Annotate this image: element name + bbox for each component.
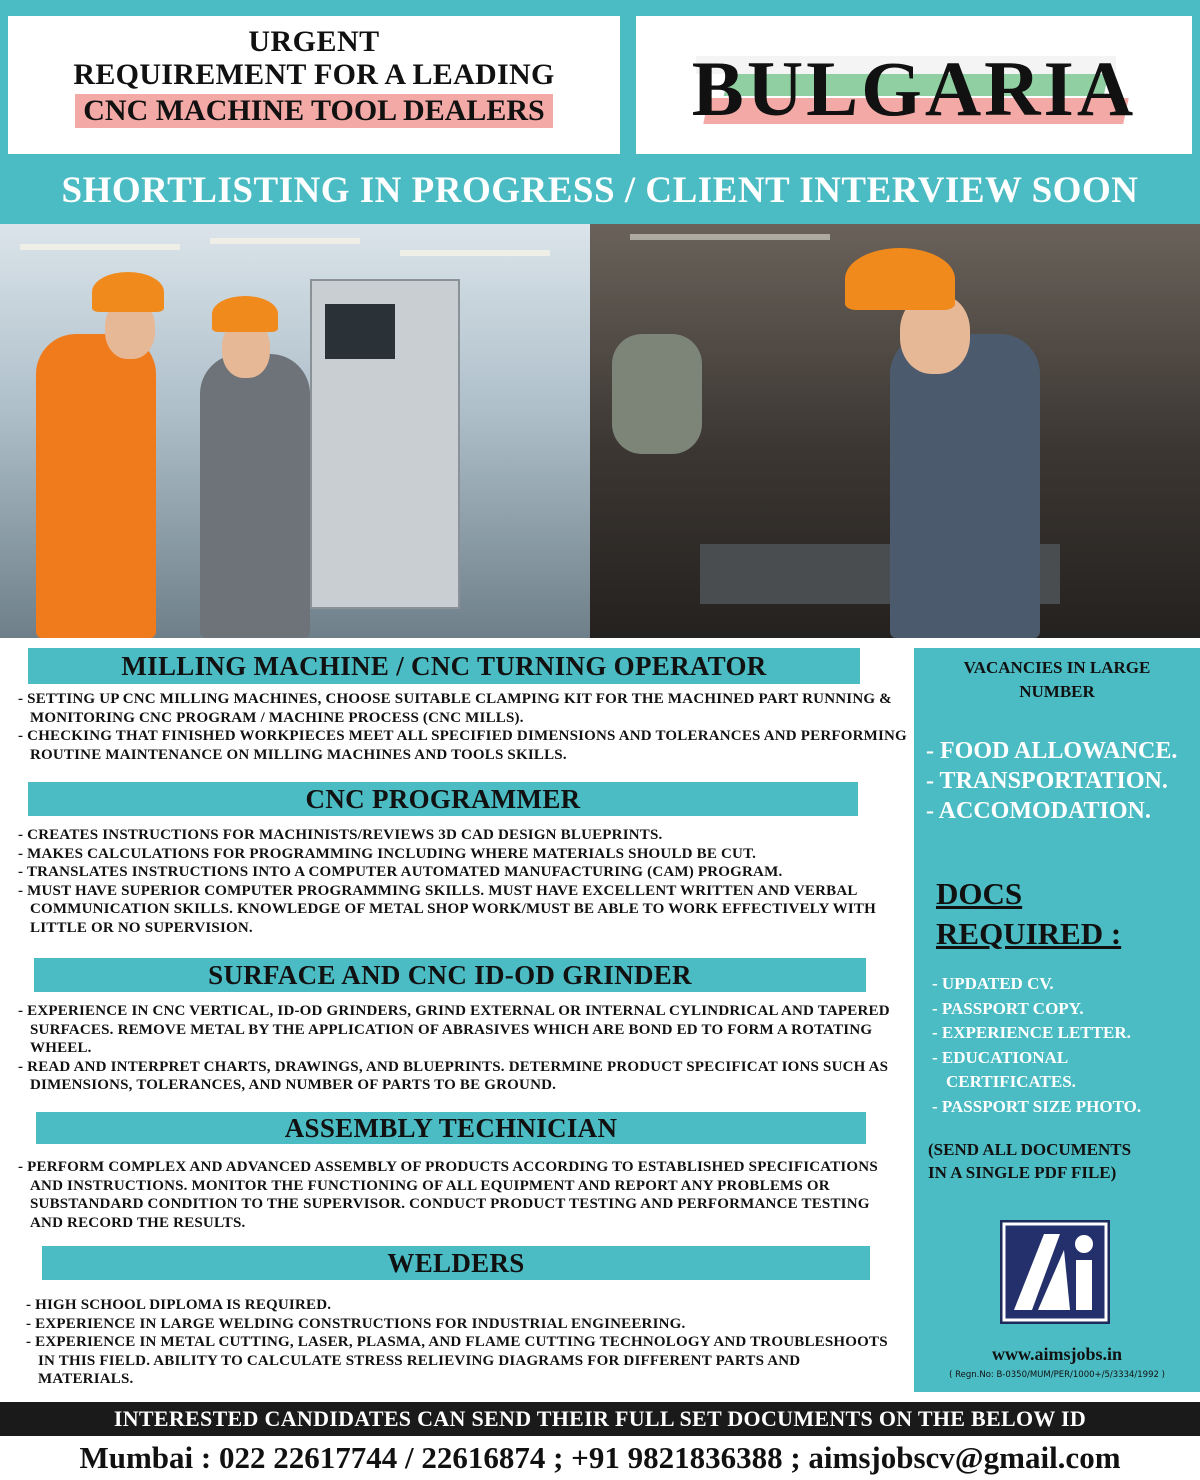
- docs-list: [932, 972, 1141, 1119]
- list-item: - HIGH SCHOOL DIPLOMA IS REQUIRED.: [26, 1296, 896, 1315]
- worker-in-vest: [36, 334, 156, 638]
- section-title-assembly: ASSEMBLY TECHNICIAN: [36, 1112, 866, 1144]
- perks-list: [926, 736, 1177, 826]
- hard-hat: [845, 248, 955, 310]
- list-item: - CREATES INSTRUCTIONS FOR MACHINISTS/REVIEWS 3D CAD DESIGN BLUEPRINTS.: [18, 826, 918, 845]
- website-link[interactable]: www.aimsjobs.in: [991, 1344, 1123, 1364]
- ceiling-light: [630, 234, 830, 240]
- doc-item: - EDUCATIONAL: [932, 1047, 1069, 1067]
- section-title-welders: WELDERS: [42, 1246, 870, 1280]
- company-type-label: CNC MACHINE TOOL DEALERS: [75, 94, 552, 128]
- country-box: [636, 16, 1192, 154]
- urgent-label: URGENT: [248, 25, 380, 58]
- grinder-duties: [18, 1002, 908, 1095]
- list-item: - EXPERIENCE IN METAL CUTTING, LASER, PLASMA, AND FLAME CUTTING TECHNOLOGY AND TROUBLESHOOTS IN THIS FIELD. ABILITY TO CALCULATE STRESS RELIEVING DIAGRAMS FOR DIFFERENT PARTS AND MATERIALS.: [26, 1333, 896, 1389]
- send-note-line: IN A SINGLE PDF FILE): [928, 1163, 1117, 1182]
- footer-instruction-bar: INTERESTED CANDIDATES CAN SEND THEIR FULL SET DOCUMENTS ON THE BELOW ID: [0, 1402, 1200, 1436]
- list-item: - TRANSLATES INSTRUCTIONS INTO A COMPUTER AUTOMATED MANUFACTURING (CAM) PROGRAM.: [18, 863, 918, 882]
- requirement-label: REQUIREMENT FOR A LEADING: [73, 58, 555, 91]
- worker-in-overalls: [200, 354, 310, 638]
- perk-item: - FOOD ALLOWANCE.: [926, 738, 1178, 764]
- status-banner: SHORTLISTING IN PROGRESS / CLIENT INTERVIEW SOON: [0, 160, 1200, 224]
- headline-box: [8, 16, 620, 154]
- doc-item: CERTIFICATES.: [946, 1072, 1076, 1091]
- factory-photo: [0, 224, 1200, 638]
- logo-i-stem: [1076, 1260, 1092, 1310]
- list-item: - MAKES CALCULATIONS FOR PROGRAMMING INCLUDING WHERE MATERIALS SHOULD BE CUT.: [18, 845, 918, 864]
- logo-text: Ai: [1055, 1280, 1057, 1281]
- perk-item: - ACCOMODATION.: [926, 798, 1151, 824]
- milling-duties: [18, 690, 908, 764]
- header-band: [0, 0, 1200, 160]
- machinist-worker: [890, 334, 1040, 638]
- vacancies-note: [914, 656, 1200, 704]
- ceiling-light: [20, 244, 180, 250]
- contact-line[interactable]: Mumbai : 022 22617744 / 22616874 ; +91 9821836388 ; aimsjobscv@gmail.com: [79, 1440, 1121, 1475]
- docs-heading-line: DOCS: [936, 876, 1023, 911]
- list-item: - EXPERIENCE IN CNC VERTICAL, ID-OD GRINDERS, GRIND EXTERNAL OR INTERNAL CYLINDRICAL AND TAPERED SURFACES. REMOVE METAL BY THE APPLICATION OF ABRASIVES WHICH ARE BOND ED TO FORM A ROTATING WHEEL.: [18, 1002, 908, 1058]
- welder-duties: [26, 1296, 896, 1389]
- doc-item: - PASSPORT SIZE PHOTO.: [932, 1096, 1142, 1116]
- ceiling-light: [210, 238, 360, 244]
- logo-i-dot: [1075, 1235, 1093, 1253]
- ceiling-light: [400, 250, 550, 256]
- send-instructions: [928, 1138, 1131, 1184]
- hard-hat: [92, 272, 164, 312]
- send-note-line: (SEND ALL DOCUMENTS: [928, 1140, 1132, 1159]
- vacancies-line: VACANCIES IN LARGE: [963, 658, 1151, 677]
- hard-hat: [212, 296, 278, 332]
- list-item: - MUST HAVE SUPERIOR COMPUTER PROGRAMMING SKILLS. MUST HAVE EXCELLENT WRITTEN AND VERBAL COMMUNICATION SKILLS. KNOWLEDGE OF METAL SHOP WORK/MUST BE ABLE TO WORK EFFECTIVELY WITH LITTLE OR NO SUPERVISION.: [18, 882, 918, 938]
- photo-right-panel: [590, 224, 1200, 638]
- docs-heading-line: REQUIRED :: [936, 916, 1122, 951]
- registration-number: ( Regn.No: B-0350/MUM/PER/1000+/5/3334/1992 ): [949, 1370, 1165, 1380]
- list-item: - EXPERIENCE IN LARGE WELDING CONSTRUCTIONS FOR INDUSTRIAL ENGINEERING.: [26, 1315, 896, 1334]
- assembly-duties: [18, 1158, 898, 1232]
- machine-screen: [325, 304, 395, 359]
- list-item: - SETTING UP CNC MILLING MACHINES, CHOOSE SUITABLE CLAMPING KIT FOR THE MACHINED PART RUNNING & MONITORING CNC PROGRAM / MACHINE PROCESS (CNC MILLS).: [18, 690, 908, 727]
- section-title-milling: MILLING MACHINE / CNC TURNING OPERATOR: [28, 648, 860, 684]
- list-item: - PERFORM COMPLEX AND ADVANCED ASSEMBLY OF PRODUCTS ACCORDING TO ESTABLISHED SPECIFICATIONS AND INSTRUCTIONS. MONITOR THE FUNCTIONING OF ALL EQUIPMENT AND REPORT ANY PROBLEMS OR SUBSTANDARD CONDITION TO THE SUPERVISOR. CONDUCT PRODUCT TESTING AND PERFORMANCE TESTING AND RECORD THE RESULTS.: [18, 1158, 898, 1232]
- list-item: - CHECKING THAT FINISHED WORKPIECES MEET ALL SPECIFIED DIMENSIONS AND TOLERANCES AND PERFORMING ROUTINE MAINTENANCE ON MILLING MACHINES AND TOOLS SKILLS.: [18, 727, 908, 764]
- docs-heading: [936, 874, 1121, 954]
- benefits-sidebar: [914, 648, 1200, 1392]
- drill-press: [612, 334, 702, 454]
- aims-logo: [1000, 1220, 1110, 1324]
- perk-item: - TRANSPORTATION.: [926, 768, 1168, 794]
- list-item: - READ AND INTERPRET CHARTS, DRAWINGS, AND BLUEPRINTS. DETERMINE PRODUCT SPECIFICAT IONS SUCH AS DIMENSIONS, TOLERANCES, AND NUMBER OF PARTS TO BE GROUND.: [18, 1058, 908, 1095]
- programmer-duties: [18, 826, 918, 937]
- doc-item: - PASSPORT COPY.: [932, 998, 1084, 1018]
- country-title: BULGARIA: [691, 45, 1137, 132]
- vacancies-line: NUMBER: [1019, 682, 1095, 701]
- doc-item: - UPDATED CV.: [932, 974, 1054, 993]
- doc-item: - EXPERIENCE LETTER.: [932, 1023, 1131, 1042]
- photo-left-panel: [0, 224, 590, 638]
- section-title-programmer: CNC PROGRAMMER: [28, 782, 858, 816]
- section-title-grinder: SURFACE AND CNC ID-OD GRINDER: [34, 958, 866, 992]
